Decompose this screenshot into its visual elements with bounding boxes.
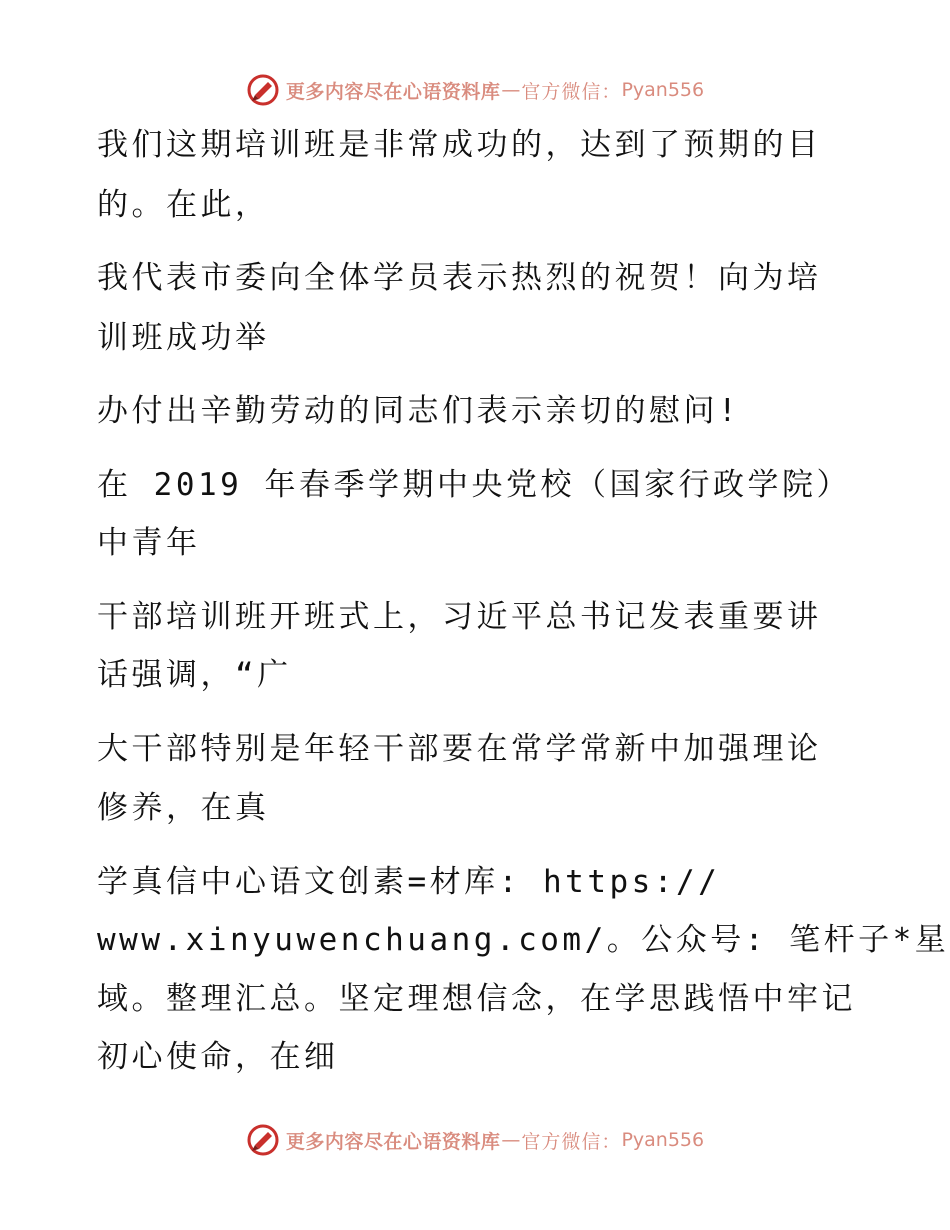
body-line-9: 话强调，“广 (97, 657, 292, 693)
footer-wechat-id: Pyan556 (621, 1129, 705, 1151)
footer-banner (0, 1120, 950, 1160)
body-line-10: 大干部特别是年轻干部要在常学常新中加强理论 (97, 731, 822, 767)
header-wechat-id: Pyan556 (621, 79, 705, 101)
header-banner (0, 70, 950, 110)
pen-logo-icon (246, 73, 280, 107)
body-line-4: 训班成功举 (97, 320, 270, 356)
pen-logo-icon (246, 1123, 280, 1157)
body-line-13: www.xinyuwenchuang.com/。公众号: 笔杆子*星 (97, 922, 950, 958)
body-line-7: 中青年 (97, 525, 201, 561)
footer-dash: — (501, 1129, 521, 1151)
body-line-14: 域。整理汇总。坚定理想信念，在学思践悟中牢记 (97, 981, 856, 1017)
header-wechat-label: 官方微信： (521, 80, 622, 103)
body-line-15: 初心使命，在细 (97, 1039, 339, 1075)
body-line-8: 干部培训班开班式上，习近平总书记发表重要讲 (97, 599, 822, 635)
footer-wechat-label: 官方微信： (521, 1130, 622, 1153)
header-dash: — (501, 79, 521, 101)
body-line-1: 我们这期培训班是非常成功的，达到了预期的目 (97, 127, 822, 163)
body-line-3: 我代表市委向全体学员表示热烈的祝贺！向为培 (97, 260, 822, 296)
footer-brand-text: 更多内容尽在心语资料库 (285, 1130, 501, 1153)
body-line-11: 修养，在真 (97, 790, 270, 826)
body-line-6: 在 2019 年春季学期中央党校（国家行政学院） (97, 467, 851, 503)
body-line-12: 学真信中心语文创素=材库: https:// (97, 864, 721, 900)
header-brand-text: 更多内容尽在心语资料库 (285, 80, 501, 103)
body-line-5: 办付出辛勤劳动的同志们表示亲切的慰问! (97, 393, 741, 429)
body-line-2: 的。在此， (97, 187, 270, 223)
